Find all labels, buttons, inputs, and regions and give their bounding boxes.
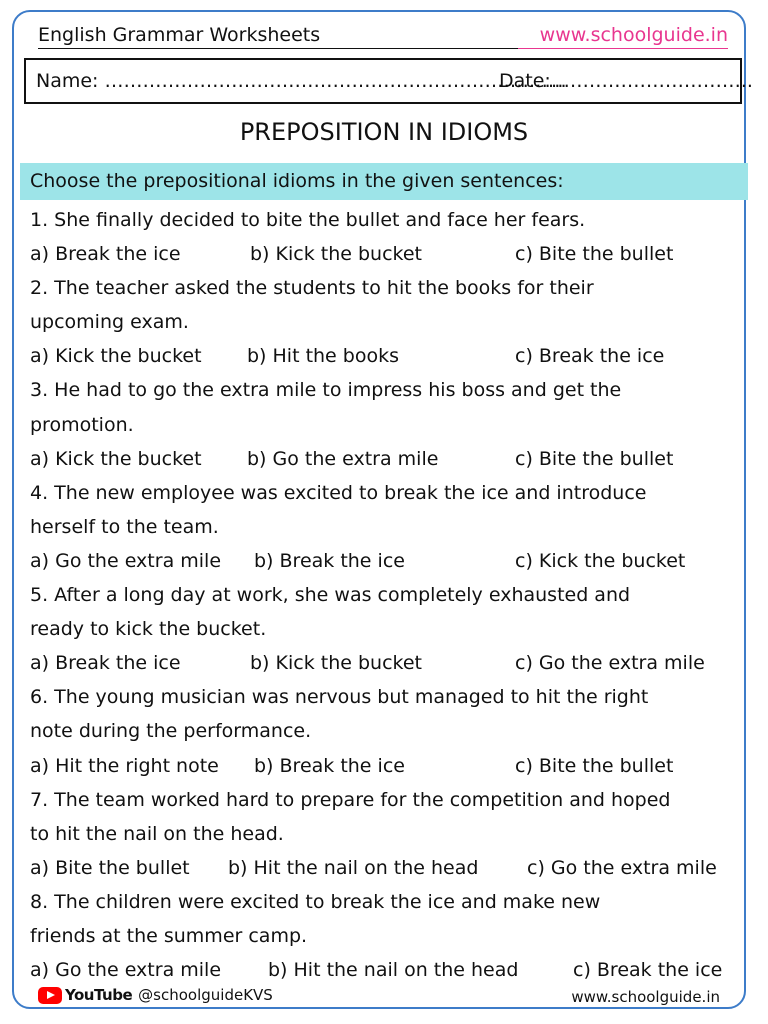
answer-option[interactable]: c) Bite the bullet	[515, 243, 674, 266]
question-text: promotion.	[30, 413, 134, 436]
page-title: PREPOSITION IN IDIOMS	[239, 118, 529, 146]
answer-option[interactable]: a) Kick the bucket	[30, 447, 202, 470]
options-row	[30, 953, 750, 987]
answer-option[interactable]: c) Break the ice	[515, 345, 665, 368]
header	[38, 24, 728, 50]
question-text: 6. The young musician was nervous but managed to hit the right	[30, 686, 649, 709]
answer-option[interactable]: c) Break the ice	[573, 959, 723, 982]
answer-option[interactable]: a) Go the extra mile	[30, 959, 222, 982]
answer-option[interactable]: a) Break the ice	[30, 652, 181, 675]
answer-option[interactable]: a) Break the ice	[30, 243, 181, 266]
question-text: to hit the nail on the head.	[30, 822, 284, 845]
answer-option[interactable]: c) Go the extra mile	[527, 856, 717, 879]
date-field[interactable]: Date:…………………………..	[499, 70, 753, 92]
question-text: 4. The new employee was excited to break the ice and introduce	[30, 481, 647, 504]
answer-option[interactable]: c) Bite the bullet	[515, 447, 674, 470]
options-row	[30, 544, 750, 578]
answer-option[interactable]: a) Bite the bullet	[30, 856, 190, 879]
answer-option[interactable]: b) Break the ice	[254, 549, 405, 572]
youtube-handle: @schoolguideKVS	[138, 986, 273, 1004]
answer-option[interactable]: a) Go the extra mile	[30, 549, 222, 572]
question-text: 8. The children were excited to break the ice and make new	[30, 890, 601, 913]
answer-option[interactable]: a) Hit the right note	[30, 754, 219, 777]
question-text: 1. She finally decided to bite the bullet and face her fears.	[30, 209, 586, 231]
question-text: 5. After a long day at work, she was completely exhausted and	[30, 584, 631, 607]
options-row	[30, 339, 750, 373]
answer-option[interactable]: b) Hit the books	[247, 345, 399, 368]
question-text: 2. The teacher asked the students to hit the books for their	[30, 277, 594, 300]
options-row	[30, 851, 750, 885]
answer-option[interactable]: b) Hit the nail on the head	[228, 856, 479, 879]
options-row	[30, 646, 750, 680]
questions-list	[30, 203, 750, 987]
youtube-icon	[38, 987, 62, 1004]
question-text: 7. The team worked hard to prepare for the competition and hoped	[30, 788, 671, 811]
options-row	[30, 442, 750, 476]
name-field[interactable]: Name: ……………………………………………………………….	[36, 70, 567, 92]
answer-option[interactable]: b) Break the ice	[254, 754, 405, 777]
question-text: ready to kick the bucket.	[30, 618, 267, 641]
answer-option[interactable]: b) Kick the bucket	[250, 243, 422, 266]
answer-option[interactable]: b) Hit the nail on the head	[268, 959, 519, 982]
header-site-link[interactable]: www.schoolguide.in	[539, 24, 728, 46]
youtube-wordmark: YouTube	[65, 986, 133, 1004]
question-text: note during the performance.	[30, 720, 312, 743]
answer-option[interactable]: a) Kick the bucket	[30, 345, 202, 368]
header-title: English Grammar Worksheets	[38, 24, 321, 46]
answer-option[interactable]: b) Kick the bucket	[250, 652, 422, 675]
header-site-underline	[518, 48, 728, 49]
question-text: 3. He had to go the extra mile to impress his boss and get the	[30, 379, 622, 402]
youtube-channel[interactable]	[38, 986, 273, 1004]
header-underline	[38, 48, 523, 49]
answer-option[interactable]: c) Kick the bucket	[515, 549, 686, 572]
question-text: upcoming exam.	[30, 311, 189, 334]
options-row	[30, 237, 750, 271]
question-text: herself to the team.	[30, 515, 219, 538]
options-row	[30, 749, 750, 783]
name-date-box	[24, 58, 753, 104]
question-text: friends at the summer camp.	[30, 924, 308, 947]
answer-option[interactable]: b) Go the extra mile	[247, 447, 439, 470]
footer	[38, 984, 718, 1010]
footer-site-link[interactable]: www.schoolguide.in	[571, 988, 720, 1006]
answer-option[interactable]: c) Go the extra mile	[515, 652, 705, 675]
answer-option[interactable]: c) Bite the bullet	[515, 754, 674, 777]
instruction-banner: Choose the prepositional idioms in the given sentences:	[20, 163, 748, 200]
